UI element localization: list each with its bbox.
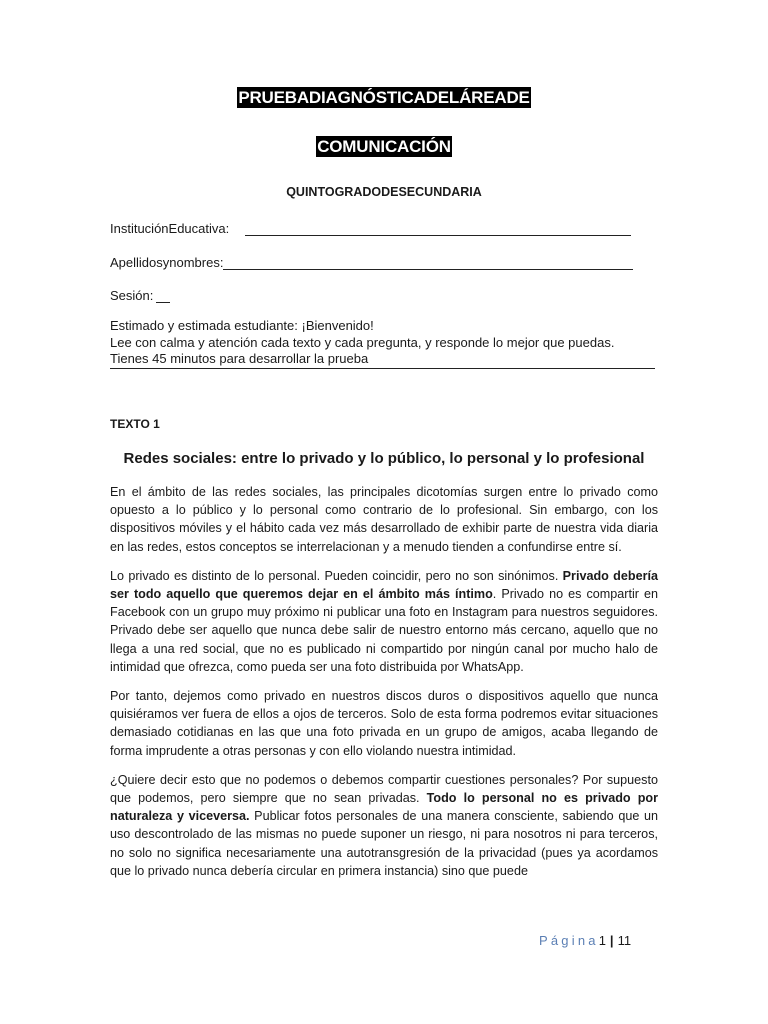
names-blank[interactable]	[223, 257, 633, 270]
subtitle: QUINTOGRADODESECUNDARIA	[286, 185, 482, 199]
page-word: Página	[539, 933, 599, 948]
title-line-1	[0, 88, 768, 108]
paragraph-4-start: ¿Quiere decir esto que no podemos o debemos compartir cuestiones personales? Por supuesto que podemos, pero siempre que no sean privadas.	[110, 772, 658, 806]
text-title: Redes sociales: entre lo privado y lo público, lo personal y lo profesional	[123, 450, 645, 467]
welcome-line-1: Estimado y estimada estudiante: ¡Bienvenido!	[110, 318, 374, 333]
welcome-line-3: Tienes 45 minutos para desarrollar la prueba	[110, 351, 655, 369]
session-field	[110, 288, 170, 303]
names-field	[110, 255, 633, 270]
paragraph-2-end: . Privado no es compartir en Facebook con un grupo muy próximo ni publicar una foto en Instagram para nuestros seguidores. Privado debe ser aquello que nunca debe salir de nuestro entorno más cercano, aquello que no llega a una red social, que no es publicado ni compartido por ningún canal por mucho halo de intimidad que ofrezca, como pueda ser una foto distribuida por WhatsApp.	[110, 587, 658, 674]
page-separator: |	[609, 933, 614, 948]
session-blank[interactable]	[156, 290, 170, 303]
title-text: COMUNICACIÓN	[317, 137, 451, 156]
page-number: 1	[598, 933, 606, 948]
text-body	[110, 483, 658, 891]
paragraph-2-start: Lo privado es distinto de lo personal. Pueden coincidir, pero no son sinónimos.	[110, 568, 563, 583]
welcome-message	[110, 318, 655, 369]
text-label: TEXTO 1	[110, 417, 160, 431]
paragraph-1: En el ámbito de las redes sociales, las principales dicotomías surgen entre lo privado como opuesto a lo público y lo personal como contrario de lo profesional. Sin embargo, con los dispositivos móviles y el hábito cada vez más desarrollado de exhibir parte de nuestra vida diaria en las redes, estos conceptos se interrelacionan y a menudo tienden a confundirse entre sí.	[110, 485, 658, 554]
paragraph-2	[110, 567, 658, 676]
welcome-line-2: Lee con calma y atención cada texto y cada pregunta, y responde lo mejor que puedas.	[110, 334, 615, 350]
institution-label: InstituciónEducativa:	[110, 221, 230, 236]
paragraph-4-bold: Todo lo personal no es privado por naturaleza y viceversa.	[110, 791, 658, 824]
institution-field	[110, 221, 631, 236]
institution-blank[interactable]	[245, 223, 631, 236]
title-line-2	[0, 137, 768, 157]
page-footer	[539, 933, 631, 948]
total-pages: 11	[617, 933, 632, 948]
title-text: PRUEBADIAGNÓSTICADELÁREADE	[238, 88, 530, 107]
session-label: Sesión:	[110, 288, 154, 303]
paragraph-3: Por tanto, dejemos como privado en nuestros discos duros o dispositivos aquello que nunca quisiéramos ver fuera de ellos a ojos de terceros. Solo de esta forma podremos evitar situaciones demasiado cotidianas en las que una foto privada en un grupo de amigos, acaba llegando de forma imprudente a otras personas y con ello violando nuestra intimidad.	[110, 689, 658, 758]
paragraph-4-end: Publicar fotos personales de una manera consciente, sabiendo que un uso descontrolado de las mismas no puede suponer un riesgo, ni para nosotros ni para terceros, no solo no significa necesariamente una autotransgresión de la privacidad (pues ya acordamos que lo privado nunca debería circular en primera instancia) sino que puede	[110, 809, 658, 878]
names-label: Apellidosynombres:	[110, 255, 224, 270]
paragraph-2-bold: Privado debería ser todo aquello que queremos dejar en el ámbito más íntimo	[110, 568, 658, 602]
paragraph-4	[110, 771, 658, 880]
